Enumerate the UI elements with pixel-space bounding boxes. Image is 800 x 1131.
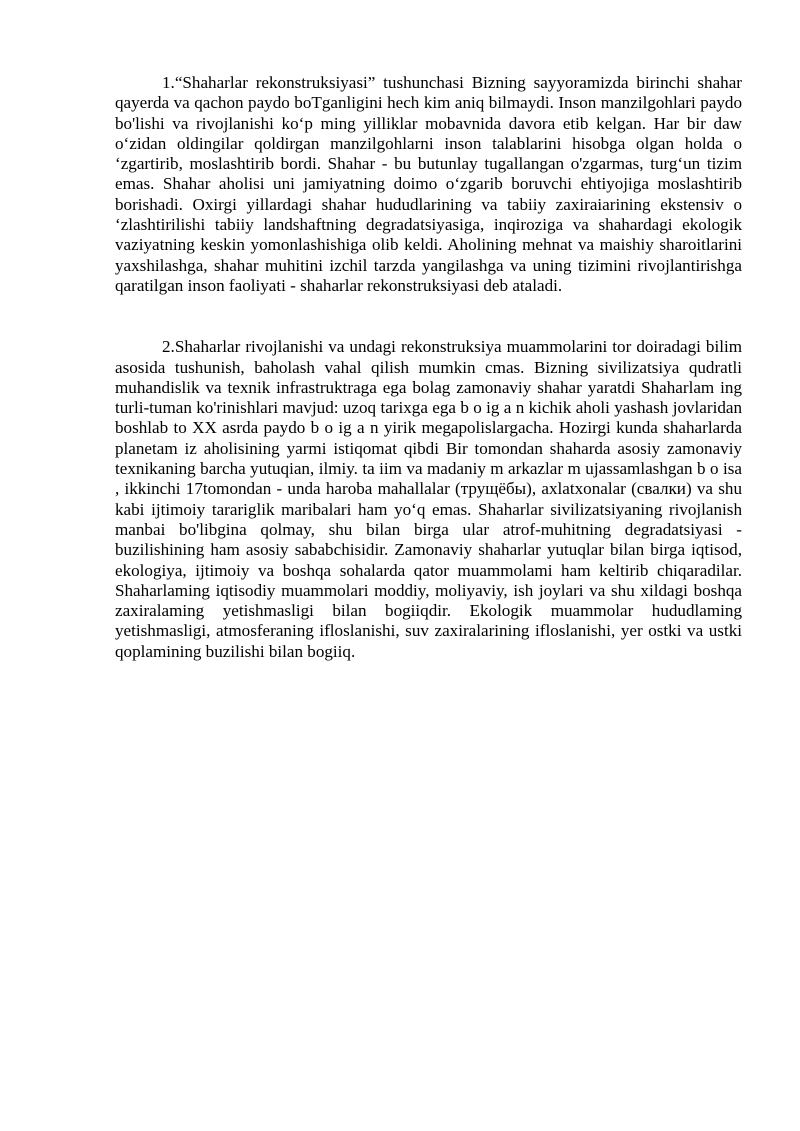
paragraph-2: 2.Shaharlar rivojlanishi va undagi rekonstruksiya muammolarini tor doiradagi bilim asosida tushunish, baholash vahal qilish mumkin cmas. Bizning sivilizatsiya qudratli muhandislik va texnik infrastruktraga ega bolag zamonaviy shahar yaratdi Shaharlam ing turli-tuman ko'rinishlari mavjud: uzoq tarixga ega b o ig a n kichik aholi yashash jovlaridan boshlab to XX asrda paydo b o ig a n yirik megapolislargacha. Hozirgi kunda shaharlarda planetam iz aholisining yarmi istiqomat qibdi Bir tomondan shaharda asosiy zamonaviy texnikaning barcha yutuqian, ilmiy. ta iim va madaniy m arkazlar m ujassamlashgan b o isa , ikkinchi 17tomondan - unda haroba mahallalar (трущёбы), axlatxonalar (свалки) va shu kabi ijtimoiy tarariglik maribalari ham yo‘q emas. Shaharlar sivilizatsiyaning rivojlanish manbai bo'libgina qolmay, shu bilan birga ular atrof-muhitning degradatsiyasi - buzilishining ham asosiy sababchisidir. Zamonaviy shaharlar yutuqlar bilan birga iqtisod, ekologiya, ijtimoiy va boshqa sohalarda qator muammolami ham keltirib chiqaradilar. Shaharlaming iqtisodiy muammolari moddiy, moliyaviy, ish joylari va shu xildagi boshqa zaxiralaming yetishmasligi bilan bogiiqdir. Ekologik muammolar hududlaming yetishmasligi, atmosferaning ifloslanishi, suv zaxiralarining ifloslanishi, yer ostki va ustki qoplamining buzilishi bilan bogiiq. [115, 337, 742, 661]
document-body [115, 73, 742, 662]
paragraph-1: 1.“Shaharlar rekonstruksiyasi” tushunchasi Bizning sayyoramizda birinchi shahar qayerda va qachon paydo boTganligini hech kim aniq bilmaydi. Inson manzilgohlari paydo bo'lishi va rivojlanishi ko‘p ming yilliklar mobavnida davora etib kelgan. Har bir daw o‘zidan oldingilar qoldirgan manzilgohlarni inson talablarini hisobga olgan holda o ‘zgartirib, moslashtirib bordi. Shahar - bu butunlay tugallangan o'zgarmas, turg‘un tizim emas. Shahar aholisi uni jamiyatning doimo o‘zgarib boruvchi ehtiyojiga moslashtirib borishadi. Oxirgi yillardagi shahar hududlarining va tabiiy zaxiraiarining ekstensiv o ‘zlashtirilishi tabiiy landshaftning degradatsiyasiga, inqiroziga va shahardagi ekologik vaziyatning keskin yomonlashishiga olib keldi. Aholining mehnat va maishiy sharoitlarini yaxshilashga, shahar muhitini izchil tarzda yangilashga va uning tizimini rivojlantirishga qaratilgan inson faoliyati - shaharlar rekonstruksiyasi deb ataladi. [115, 73, 742, 295]
